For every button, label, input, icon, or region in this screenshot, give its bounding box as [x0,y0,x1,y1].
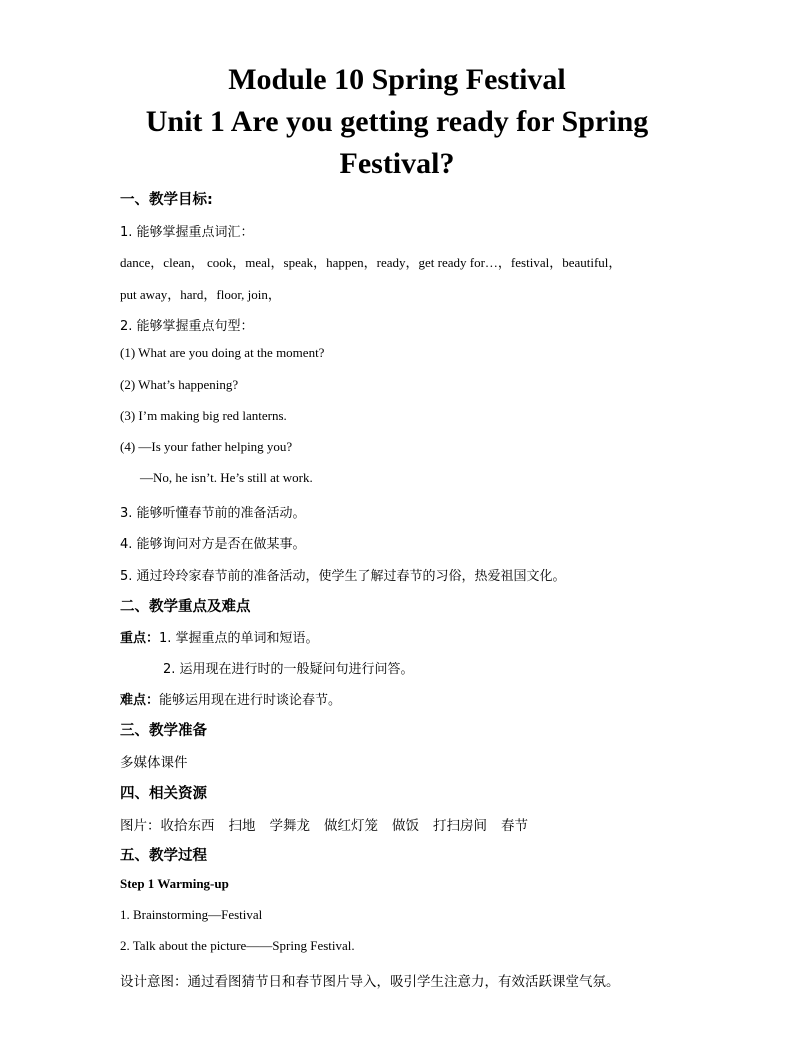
objective-4: 4. 能够询问对方是否在做某事。 [120,537,306,552]
difficulty-label: 难点： [120,693,160,708]
resource-item: 收拾东西 [160,818,215,834]
resource-item: 春节 [501,818,528,834]
title-line-1: Module 10 Spring Festival [228,63,566,96]
section1-heading: 一、教学目标: [120,192,213,208]
title-line-2: Unit 1 Are you getting ready for Spring [145,105,649,138]
key-point-1: 1. 掌握重点的单词和短语。 [159,631,319,646]
key-point-1-row [120,627,319,646]
objective-5: 5. 通过玲玲家春节前的准备活动，使学生了解过春节的习俗，热爱祖国文化。 [120,569,566,584]
sentence-2: (2) What’s happening? [120,377,239,392]
resource-item: 打扫房间 [433,818,487,834]
vocab-line-2: put away，hard，floor, join， [120,287,281,302]
sentence-4: (4) —Is your father helping you? [120,439,293,454]
resource-item: 做饭 [392,818,419,834]
sentence-4-answer: —No, he isn’t. He’s still at work. [140,470,313,485]
objective-2-label: 2. 能够掌握重点句型： [120,319,254,334]
sentence-1: (1) What are you doing at the moment? [120,345,325,360]
difficulty-text: 能够运用现在进行时谈论春节。 [159,693,342,708]
key-point-label: 重点： [120,631,160,646]
objective-3: 3. 能够听懂春节前的准备活动。 [120,506,306,521]
sentence-3: (3) I’m making big red lanterns. [120,408,287,423]
objective-1-label: 1. 能够掌握重点词汇： [120,225,254,240]
resources-label: 图片： [120,818,161,834]
teaching-materials: 多媒体课件 [120,755,188,771]
step-1-item-1: 1. Brainstorming—Festival [120,907,263,922]
section2-heading: 二、教学重点及难点 [120,599,251,615]
resource-item: 扫地 [228,818,256,834]
design-intent: 设计意图：通过看图猜节日和春节图片导入，吸引学生注意力，有效活跃课堂气氛。 [120,974,620,990]
title-line-3: Festival? [339,147,455,180]
section5-heading: 五、教学过程 [120,848,207,864]
vocab-line-1: dance，clean， cook，meal，speak，happen，ready，get ready for…，festival，beautiful， [120,255,622,270]
section4-heading: 四、相关资源 [120,786,207,802]
resources-row [120,814,528,834]
difficulty-row [120,689,341,708]
resource-item: 学舞龙 [269,818,310,834]
step-1-item-2: 2. Talk about the picture——Spring Festival. [120,938,355,953]
step-1-heading: Step 1 Warming-up [120,876,229,891]
section3-heading: 三、教学准备 [120,723,207,739]
resource-item: 做红灯笼 [324,818,378,834]
key-point-2: 2. 运用现在进行时的一般疑问句进行问答。 [163,662,414,677]
